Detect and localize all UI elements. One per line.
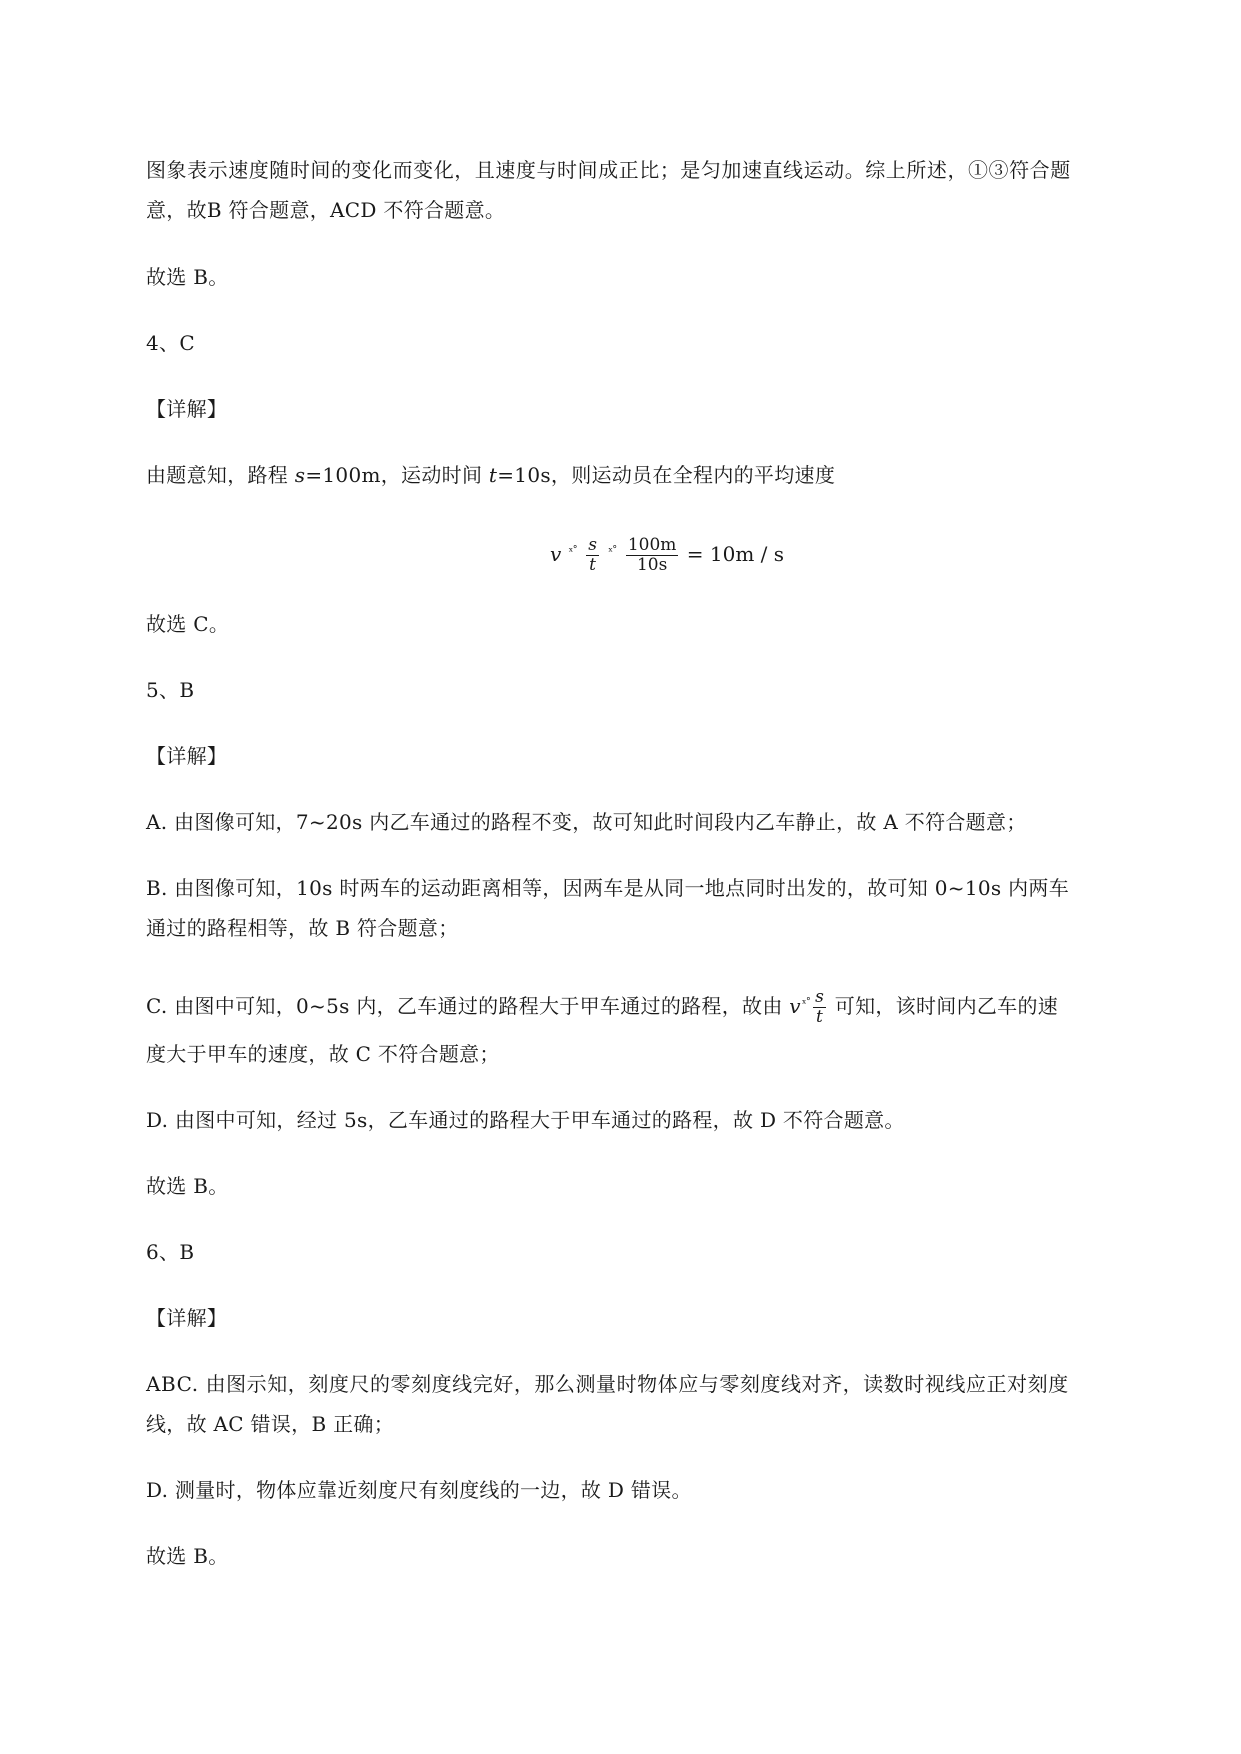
equation-mark: ˣ˚ [801,997,811,1010]
variable-t: t [488,463,498,487]
fraction-numerator: s [588,535,597,555]
text-segment: 由题意知，路程 [146,463,295,487]
fraction-s-over-t [813,988,826,1027]
fraction-denominator: t [816,1007,824,1027]
fraction-numerator: 100m [627,535,677,555]
text-segment: C. 由图中可知，0~5s 内，乙车通过的路程大于甲车通过的路程，故由 [146,994,790,1018]
text-segment: 可知，该时间内乙车的速 [828,994,1059,1018]
fraction-denominator: 10s [636,555,668,575]
equation-lhs: v [550,542,562,566]
equation-result: = 10m / s [686,542,785,566]
text-segment: =100m，运动时间 [305,463,489,487]
option-b-text: B. 由图像可知，10s 时两车的运动距离相等，因两车是从同一地点同时出发的，故可知 0~10s 内两车 [146,876,1069,900]
conclusion-text: 故选 C。 [146,612,230,636]
conclusion-text: 故选 B。 [146,1174,229,1198]
equation-mark: ˣ˚ [608,545,617,558]
detail-label: 【详解】 [146,1306,228,1330]
paragraph-line: 图象表示速度随时间的变化而变化，且速度与时间成正比；是匀加速直线运动。综上所述，①③符合题 [146,158,1071,182]
fraction-denominator: t [589,555,596,575]
option-d-text: D. 测量时，物体应靠近刻度尺有刻度线的一边，故 D 错误。 [146,1478,692,1502]
fraction-s-over-t [586,536,599,575]
speed-equation [550,522,784,582]
question-heading: 5、B [146,678,195,702]
variable-s: s [294,463,306,487]
variable-v: v [789,994,801,1018]
text-segment: =10s，则运动员在全程内的平均速度 [497,463,836,487]
fraction-values [626,536,679,575]
paragraph-line [146,463,835,487]
detail-label: 【详解】 [146,744,228,768]
option-b-text: 通过的路程相等，故 B 符合题意； [146,916,459,940]
option-abc-text: 线，故 AC 错误，B 正确； [146,1412,395,1436]
conclusion-text: 故选 B。 [146,1544,229,1568]
option-d-text: D. 由图中可知，经过 5s，乙车通过的路程大于甲车通过的路程，故 D 不符合题意。 [146,1108,905,1132]
option-abc-text: ABC. 由图示知，刻度尺的零刻度线完好，那么测量时物体应与零刻度线对齐，读数时视线应正对刻度 [146,1372,1069,1396]
equation-mark: ˣ˚ [568,545,577,558]
paragraph-line: 意，故B 符合题意，ACD 不符合题意。 [146,198,506,222]
option-a-text: A. 由图像可知，7~20s 内乙车通过的路程不变，故可知此时间段内乙车静止，故 A 不符合题意； [146,810,1027,834]
question-heading: 6、B [146,1240,195,1264]
option-c-text: 度大于甲车的速度，故 C 不符合题意； [146,1042,500,1066]
conclusion-text: 故选 B。 [146,265,229,289]
fraction-numerator: s [815,987,825,1007]
question-heading: 4、C [146,331,195,355]
option-c-text [146,984,1058,1027]
detail-label: 【详解】 [146,397,228,421]
